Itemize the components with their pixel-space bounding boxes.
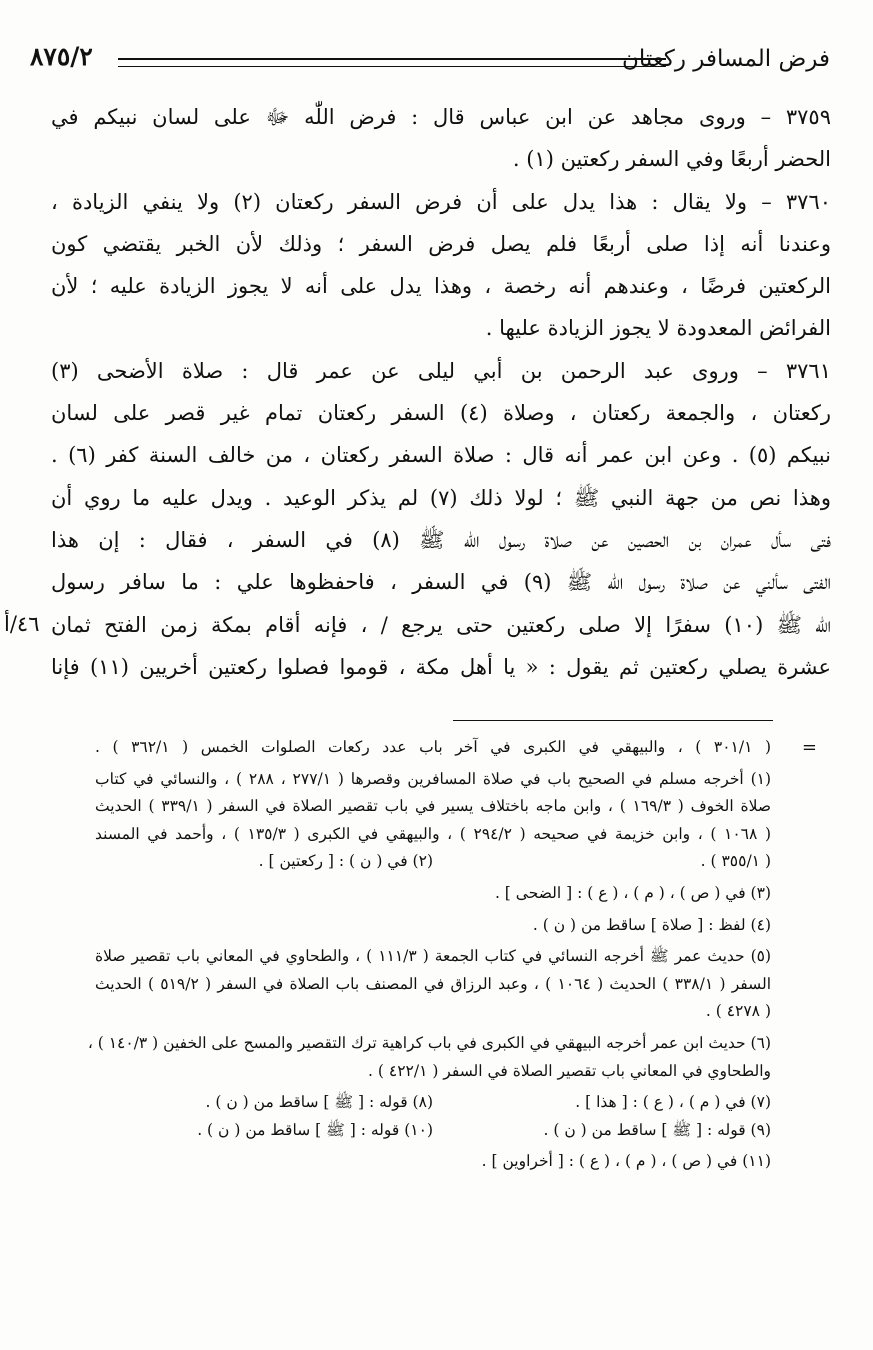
- text-line: فتى سأل عمران بن الحصين عن صلاة رسول اللّٰه ﷺ (٨) في السفر ، فقال : إن هذا: [51, 527, 832, 552]
- text-line: نبيكم (٥) . وعن ابن عمر أنه قال : صلاة السفر ركعتان ، من خالف السنة كفر (٦) .: [51, 443, 831, 468]
- text-line: الفرائض المعدودة لا يجوز الزيادة عليها .: [485, 316, 831, 341]
- footnote-line: ( ٣٠١/١ ) ، والبيهقي في الكبرى في آخر باب عدد ركعات الصلوات الخمس ( ٣٦٢/١ ) .: [95, 738, 772, 756]
- text-line: ركعتان ، والجمعة ركعتان ، وصلاة (٤) السفر ركعتان تمام غير قصر على لسان: [51, 401, 831, 426]
- footnote-text: ( ٣٥٥/١ ) .: [700, 852, 771, 871]
- text-line: اللّٰه ﷺ (١٠) سفرًا إلا صلى ركعتين حتى يرجع / ، فإنه أقام بمكة زمن الفتح ثمان: [51, 612, 831, 637]
- header-double-rule: [118, 58, 666, 67]
- footnote-text: (٨) قوله : [ ﷺ ] ساقط من ( ن ) .: [205, 1093, 433, 1112]
- main-text: [51, 96, 831, 688]
- text-line: وهذا نص من جهة النبي ﷺ ؛ لولا ذلك (٧) لم يذكر الوعيد . ويدل عليه ما روي أن: [51, 485, 831, 510]
- footnote-line: والطحاوي في المعاني باب تقصير الصلاة في السفر ( ٤٢٢/١ ) .: [368, 1061, 771, 1080]
- footnote-line: [95, 848, 771, 876]
- continued-footnote-mark: =: [801, 737, 817, 758]
- running-title: فرض المسافر ركعتان: [621, 46, 830, 72]
- footnote-line: (٤) لفظ : [ صلاة ] ساقط من ( ن ) .: [532, 915, 771, 934]
- footnote-line: (٥) حديث عمر ﷺ أخرجه النسائي في كتاب الجمعة ( ١١١/٣ ) ، والطحاوي في المعاني باب تقصير صلاة: [95, 947, 772, 966]
- footnote-line: [95, 1117, 771, 1145]
- text-line: الحضر أربعًا وفي السفر ركعتين (١) .: [512, 147, 831, 172]
- text-line: الفتى سألني عن صلاة رسول اللّٰه ﷺ (٩) في السفر ، فاحفظوها علي : ما سافر رسول: [51, 570, 831, 595]
- text-line: الركعتين فرضًا ، وعندهم أنه رخصة ، وهذا يدل على أنه لا يجوز الزيادة عليه ؛ لأن: [51, 274, 831, 299]
- footnote-text: (٩) قوله : [ ﷺ ] ساقط من ( ن ) .: [543, 1120, 771, 1139]
- footnote-line: صلاة الخوف ( ١٦٩/٣ ) ، وابن ماجه باختلاف يسير في باب تقصير الصلاة في السفر ( ٣٣٩/١ ) الحديث: [95, 797, 771, 816]
- text-line: وعندنا أنه إذا صلى أربعًا فلم يصل فرض السفر ؛ وذلك لأن الخبر يقتضي كون: [51, 231, 831, 256]
- text-line: ٣٧٦٠ – ولا يقال : هذا يدل على أن فرض السفر ركعتان (٢) ولا ينفي الزيادة ،: [51, 189, 832, 214]
- footnote-line: (٦) حديث ابن عمر أخرجه البيهقي في الكبرى في باب كراهية ترك التقصير والمسح على الخفين ( ١٤٠/٣ ) ،: [87, 1033, 771, 1052]
- footnote-separator: [453, 720, 773, 721]
- text-line: ٣٧٦١ – وروى عبد الرحمن بن أبي ليلى عن عمر قال : صلاة الأضحى (٣): [51, 358, 831, 383]
- footnote-line: (١) أخرجه مسلم في الصحيح باب في صلاة المسافرين وقصرها ( ٢٧٧/١ ، ٢٨٨ ) ، والنسائي في كتاب: [95, 769, 772, 788]
- footnote-line: ( ١٠٦٨ ) ، وابن خزيمة في صحيحه ( ٢٩٤/٢ ) ، والبيهقي في الكبرى ( ١٣٥/٣ ) ، وأحمد في المسند: [95, 824, 771, 843]
- footnote-line: ( ٤٢٧٨ ) .: [705, 1002, 771, 1021]
- footnotes: [87, 734, 772, 1176]
- page-header: [30, 40, 830, 84]
- footnote-line: السفر ( ٣٣٨/١ ) الحديث ( ١٠٦٤ ) ، وعبد الرزاق في المصنف باب الصلاة في السفر ( ٥١٩/٢ ) الحديث: [95, 974, 772, 993]
- footnote-text: (١٠) قوله : [ ﷺ ] ساقط من ( ن ) .: [197, 1120, 433, 1139]
- text-line: ٣٧٥٩ – وروى مجاهد عن ابن عباس قال : فرض اللّٰه ﷻ على لسان نبيكم في: [51, 105, 831, 129]
- footnote-text: (٢) في ( ن ) : [ ركعتين ] .: [258, 852, 433, 871]
- text-line: عشرة يصلي ركعتين ثم يقول : « يا أهل مكة ، قوموا فصلوا ركعتين أخريين (١١) فإنا: [51, 654, 831, 679]
- footnote-line: (٣) في ( ص ) ، ( م ) ، ( ع ) : [ الضحى ] .: [494, 883, 771, 902]
- page-number: ٨٧٥/٢: [30, 42, 93, 71]
- footnote-text: (٧) في ( م ) ، ( ع ) : [ هذا ] .: [575, 1093, 771, 1112]
- manuscript-folio-note: ٤٦/أ: [4, 612, 40, 636]
- footnote-line: [95, 1089, 771, 1117]
- footnote-line: (١١) في ( ص ) ، ( م ) ، ( ع ) : [ أخراوين ] .: [481, 1152, 771, 1171]
